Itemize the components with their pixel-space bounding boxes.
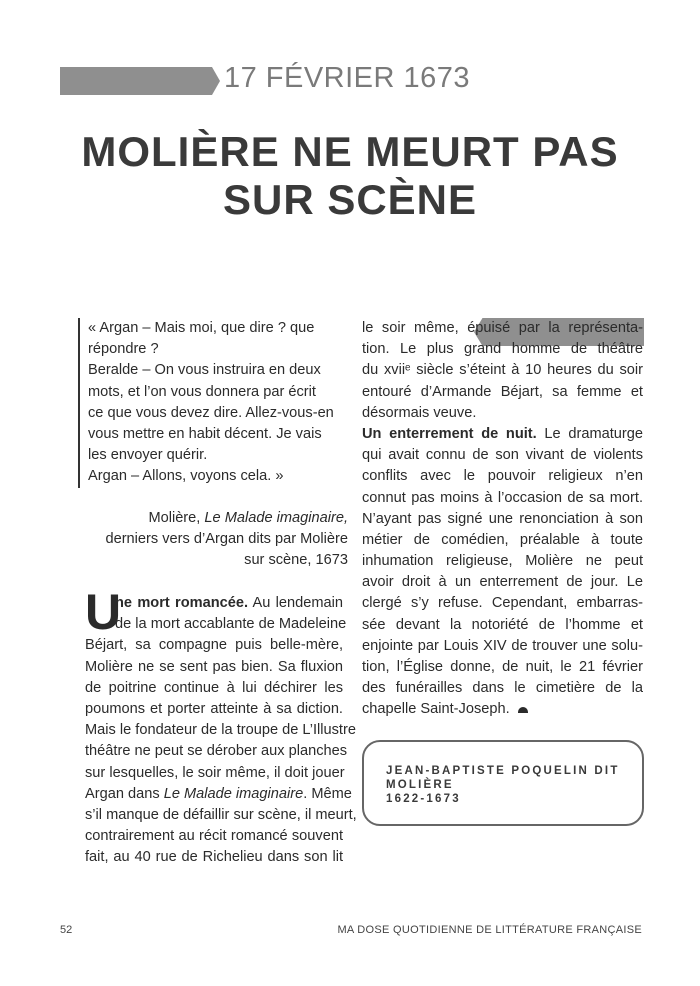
- text-line: [85, 805, 357, 826]
- text-run: vous mettre en habit décent. Je vais: [88, 425, 322, 442]
- epigraph-quote: [78, 318, 350, 488]
- text-run: des funérailles dans le cimetière de la: [362, 680, 643, 697]
- page-number: 52: [60, 924, 73, 936]
- text-line: [88, 445, 350, 466]
- text-run: sur lesquelles, le soir même, il doit jouer: [85, 764, 345, 781]
- text-line: [362, 615, 643, 636]
- text-line: [362, 382, 643, 403]
- text-line: [362, 593, 643, 614]
- text-run: « Argan – Mais moi, que dire ? que: [88, 320, 315, 336]
- text-run: inhumation religieuse, Molière ne peut: [362, 553, 643, 570]
- run-in-heading: ne mort romancée.: [115, 595, 249, 611]
- text-line: [362, 657, 643, 678]
- text-run: tion. Le plus grand homme de théâtre: [362, 341, 643, 358]
- text-run: avoir droit à un enterrement de jour. Le: [362, 574, 643, 591]
- text-run: Molière ne se sent pas bien. Sa fluxion: [85, 658, 343, 675]
- text-line: [362, 403, 643, 424]
- text-run: de la mort accablante de Madeleine: [115, 616, 347, 633]
- text-run: de poitrine continue à lui déchirer les: [85, 679, 343, 696]
- text-run: fait, au 40 rue de Richelieu dans son lit: [85, 849, 343, 866]
- text-run: du xviiᵉ siècle s’éteint à 10 heures du soir: [362, 362, 643, 379]
- title-line: SUR SCÈNE: [222, 176, 478, 223]
- date-heading: 17 FÉVRIER 1673: [223, 62, 471, 94]
- text-line: [362, 572, 643, 593]
- text-line: [85, 720, 356, 741]
- text-line: [88, 318, 350, 339]
- text-run: le soir même, épuisé par la représenta-: [362, 320, 643, 336]
- text-run: N’ayant pas signé une renonciation à son: [362, 510, 643, 527]
- text-run: mots, et l’on vous donnera par écrit: [88, 383, 316, 400]
- text-run: Beralde – On vous instruira en deux: [88, 362, 321, 379]
- running-footer-title: MA DOSE QUOTIDIENNE DE LITTÉRATURE FRANÇAISE: [337, 924, 642, 936]
- text-line: [85, 763, 343, 784]
- text-line: [362, 509, 643, 530]
- text-run: désormais veuve.: [362, 404, 477, 421]
- page-title: [40, 128, 660, 224]
- text-line: [88, 424, 350, 445]
- text-run: Béjart, sa compagne puis belle-mère,: [85, 637, 343, 654]
- text-run: connut pas moins à l’occasion de sa mort.: [362, 489, 643, 506]
- text-run: Argan dans: [85, 785, 164, 802]
- bio-box: [362, 740, 644, 826]
- text-line: [88, 466, 350, 487]
- italic-title: Le Malade imaginaire: [163, 785, 304, 802]
- text-run: Argan – Allons, voyons cela. »: [88, 468, 284, 485]
- text-line: [88, 529, 348, 550]
- text-run: Au lendemain: [248, 595, 344, 611]
- main-text-right-column: [362, 318, 643, 721]
- text-line: [88, 382, 350, 403]
- text-run: Mais le fondateur de la troupe de L’Illustre: [85, 722, 356, 739]
- text-line: [362, 488, 643, 509]
- drop-cap: U: [85, 584, 122, 640]
- text-run: conflits avec le pouvoir religieux n’en: [362, 468, 643, 485]
- text-line: [85, 678, 343, 699]
- text-run: chapelle Saint-Joseph.: [362, 701, 510, 718]
- text-run: sur scène, 1673: [244, 552, 348, 569]
- text-line: [362, 551, 643, 572]
- text-line: [85, 741, 348, 762]
- text-line: [85, 784, 352, 805]
- text-line: [85, 826, 343, 847]
- text-line: [88, 550, 348, 571]
- text-run: s’il manque de défaillir sur scène, il meurt,: [85, 806, 357, 823]
- text-line: [88, 403, 350, 424]
- run-in-heading: Un enterrement de nuit.: [362, 425, 537, 442]
- text-line: [362, 699, 643, 720]
- text-run: ce que vous devez dire. Allez-vous-en: [88, 404, 334, 421]
- text-run: enjointe par Louis XIV de trouver une solu-: [362, 637, 643, 654]
- text-line: [85, 635, 343, 656]
- bio-name: MOLIÈRE: [386, 779, 454, 791]
- text-run: . Même: [303, 785, 352, 802]
- text-line: [85, 614, 347, 635]
- text-line: [362, 678, 643, 699]
- text-run: Molière,: [148, 510, 205, 526]
- main-text-left-column: [85, 593, 357, 868]
- text-line: [362, 445, 643, 466]
- bio-dates: 1622-1673: [386, 793, 461, 805]
- text-line: [362, 636, 643, 657]
- title-line: MOLIÈRE NE MEURT PAS: [81, 128, 619, 175]
- text-line: [362, 360, 643, 381]
- end-of-article-icon: [518, 707, 528, 713]
- text-run: Le dramaturge: [536, 425, 643, 442]
- text-run: entouré d’Armande Béjart, sa femme et: [362, 383, 643, 400]
- bio-name: JEAN-BAPTISTE POQUELIN DIT: [386, 765, 620, 777]
- text-line: [362, 530, 643, 551]
- text-line: [362, 466, 643, 487]
- text-run: métier de comédien, préalable à toute: [362, 531, 643, 548]
- text-line: [88, 508, 348, 529]
- text-line: [85, 847, 343, 868]
- text-line: [362, 318, 643, 339]
- text-run: sée devant la notoriété de l’homme et: [362, 616, 643, 633]
- text-run: qui avait connu de son vivant de violents: [362, 447, 643, 464]
- text-run: théâtre ne peut se dérober aux planches: [85, 743, 348, 760]
- text-line: [85, 699, 343, 720]
- text-line: [88, 360, 350, 381]
- date-banner-left: [60, 67, 220, 95]
- text-run: répondre ?: [88, 341, 159, 358]
- text-run: contrairement au récit romancé souvent: [85, 828, 343, 845]
- italic-title: Le Malade imaginaire,: [204, 510, 348, 526]
- text-line: [362, 339, 643, 360]
- text-line: [362, 424, 643, 445]
- epigraph-citation: [88, 508, 348, 572]
- text-run: tion, l’Église donne, de nuit, le 21 février: [362, 659, 643, 675]
- text-line: [85, 657, 343, 678]
- text-run: clergé s’y refuse. Cependant, embarras-: [362, 595, 643, 612]
- text-run: les envoyer quérir.: [88, 447, 208, 464]
- text-run: derniers vers d’Argan dits par Molière: [105, 531, 348, 548]
- text-line: [85, 593, 343, 614]
- text-line: [88, 339, 350, 360]
- text-run: poumons et porter atteinte à sa diction.: [85, 700, 343, 717]
